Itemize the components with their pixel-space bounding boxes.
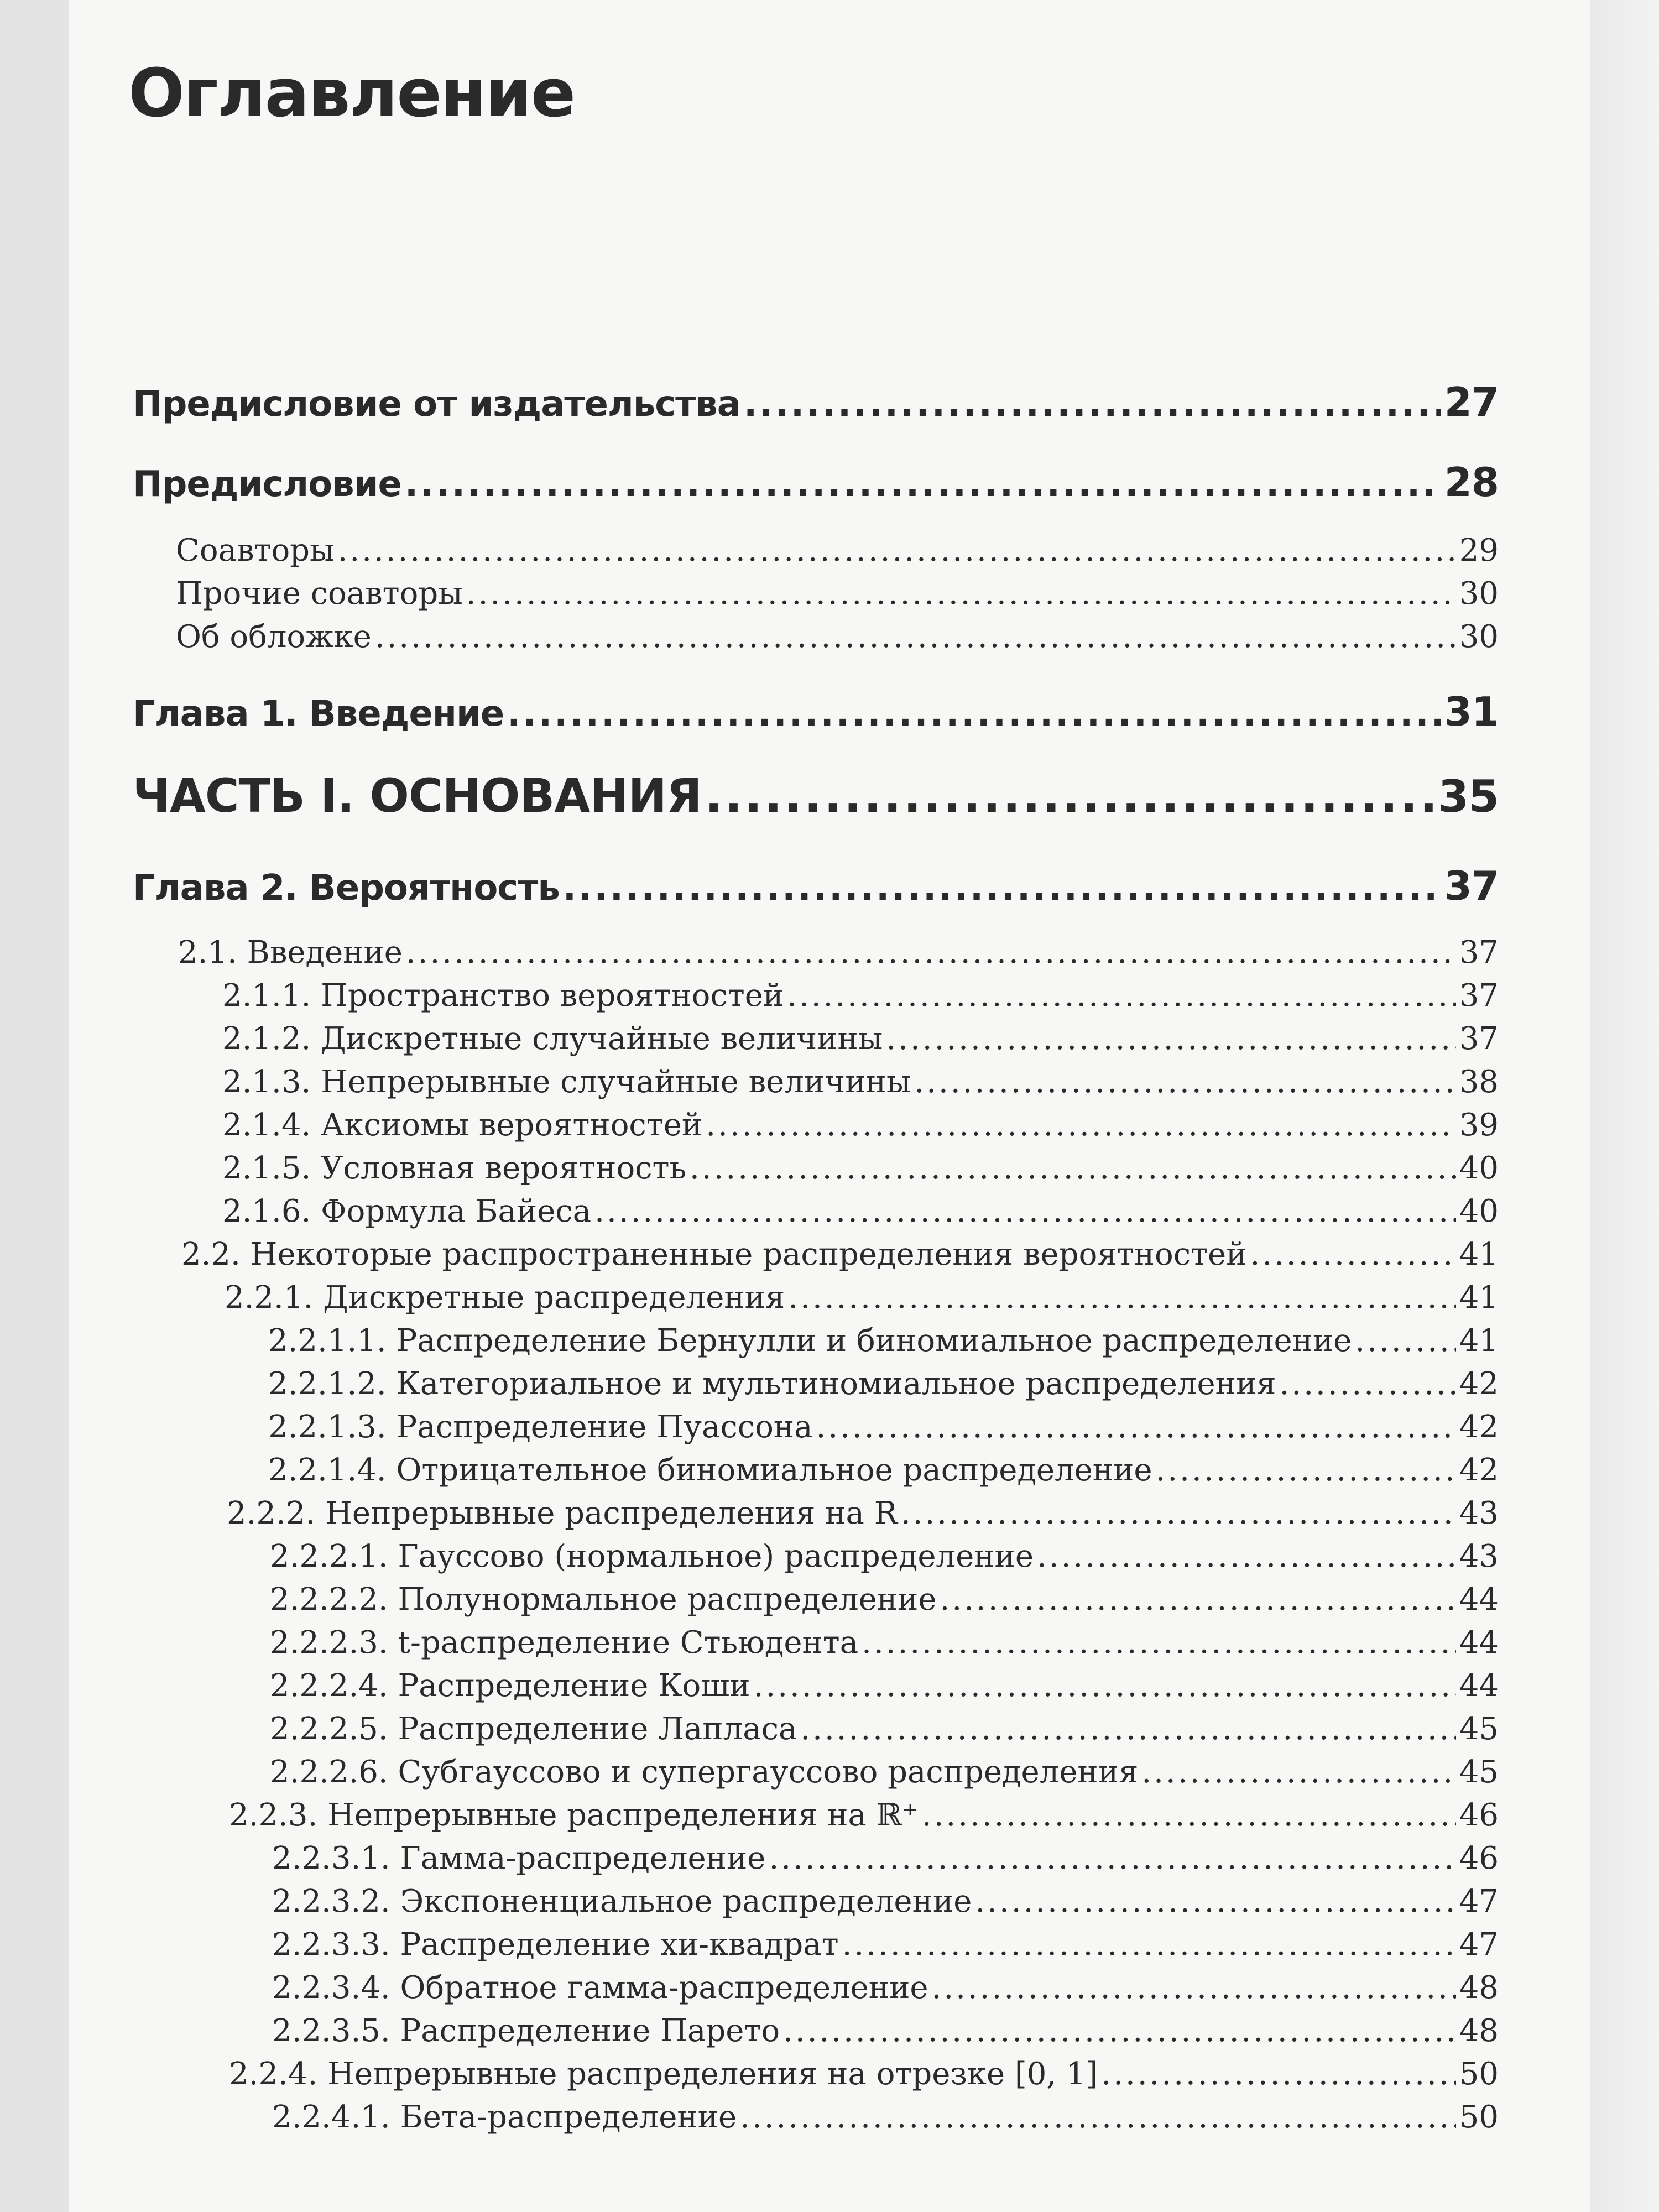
toc-part-entry bbox=[133, 769, 1499, 823]
toc-entry-label: Глава 1. Введение bbox=[133, 693, 504, 734]
toc-entry-label: 2.2.2.3. t-распределение Стьюдента bbox=[270, 1625, 859, 1661]
toc-entry bbox=[270, 1754, 1499, 1790]
toc-entry-label: 2.2. Некоторые распространенные распределения вероятностей bbox=[181, 1237, 1247, 1272]
toc-entry-page: 44 bbox=[1459, 1625, 1499, 1661]
toc-entry-label: 2.2.2.2. Полунормальное распределение bbox=[270, 1582, 937, 1618]
leader-dots bbox=[1141, 1754, 1455, 1790]
toc-entry-page: 46 bbox=[1459, 1840, 1499, 1876]
toc-entry bbox=[222, 1150, 1499, 1186]
toc-entry bbox=[268, 1366, 1499, 1402]
toc-entry-page: 47 bbox=[1459, 1884, 1499, 1919]
toc-entry-page: 46 bbox=[1459, 1797, 1499, 1833]
toc-entry-page: 30 bbox=[1459, 576, 1499, 612]
toc-entry-page: 35 bbox=[1438, 771, 1499, 822]
toc-entry-label: 2.2.3.4. Обратное гамма-распределение bbox=[272, 1970, 928, 2006]
toc-entry bbox=[133, 688, 1499, 735]
toc-entry bbox=[270, 1538, 1499, 1574]
toc-entry bbox=[222, 1021, 1499, 1057]
leader-dots bbox=[783, 2013, 1456, 2049]
toc-entry bbox=[176, 576, 1499, 612]
toc-entry-page: 48 bbox=[1459, 2013, 1499, 2049]
toc-entry-label: Предисловие bbox=[133, 464, 401, 505]
leader-dots bbox=[1355, 1323, 1455, 1359]
toc-entry-page: 37 bbox=[1459, 935, 1499, 971]
toc-entry-label: Глава 2. Вероятность bbox=[133, 868, 560, 909]
toc-entry-label: 2.2.2.1. Гауссово (нормальное) распределение bbox=[270, 1538, 1034, 1574]
toc-entry bbox=[133, 379, 1499, 425]
toc-entry-label: 2.2.2.5. Распределение Лапласа bbox=[270, 1711, 797, 1747]
toc-entry-page: 48 bbox=[1459, 1970, 1499, 2006]
leader-dots bbox=[338, 533, 1456, 568]
page-title: Оглавление bbox=[128, 55, 575, 132]
toc-entry bbox=[229, 2056, 1499, 2092]
toc-entry-label: 2.2.3.5. Распределение Парето bbox=[272, 2013, 780, 2049]
leader-dots bbox=[940, 1582, 1456, 1618]
toc-entry bbox=[222, 1064, 1499, 1100]
toc-entry-page: 39 bbox=[1459, 1107, 1499, 1143]
toc-entry bbox=[225, 1280, 1499, 1316]
leader-dots bbox=[740, 2099, 1456, 2135]
toc-entry bbox=[227, 1495, 1499, 1531]
leader-dots bbox=[922, 1797, 1456, 1833]
toc-entry bbox=[270, 1711, 1499, 1747]
leader-dots bbox=[842, 1927, 1456, 1963]
leader-dots bbox=[914, 1064, 1455, 1100]
leader-dots bbox=[800, 1711, 1455, 1747]
toc-entry bbox=[133, 863, 1499, 909]
toc-entry-page: 42 bbox=[1459, 1366, 1499, 1402]
leader-dots bbox=[405, 464, 1441, 505]
leader-dots bbox=[690, 1150, 1456, 1186]
toc-entry bbox=[268, 1452, 1499, 1488]
leader-dots bbox=[901, 1495, 1456, 1531]
toc-entry bbox=[272, 1970, 1499, 2006]
toc-entry-page: 40 bbox=[1459, 1150, 1499, 1186]
toc-entry-label: 2.2.2. Непрерывные распределения на R bbox=[227, 1495, 898, 1531]
toc-entry bbox=[270, 1668, 1499, 1704]
leader-dots bbox=[706, 1107, 1456, 1143]
toc-entry bbox=[222, 978, 1499, 1014]
leader-dots bbox=[788, 1280, 1455, 1316]
toc-entry-label: 2.2.3. Непрерывные распределения на ℝ⁺ bbox=[229, 1797, 919, 1833]
toc-entry-label: 2.1.6. Формула Байеса bbox=[222, 1193, 592, 1229]
toc-entry bbox=[229, 1797, 1499, 1833]
toc-entry bbox=[272, 1840, 1499, 1876]
leader-dots bbox=[932, 1970, 1456, 2006]
leader-dots bbox=[816, 1409, 1456, 1445]
toc-entry-label: 2.2.1.1. Распределение Бернулли и биномиальное распределение bbox=[268, 1323, 1352, 1359]
toc-entry bbox=[272, 1884, 1499, 1919]
toc-entry-label: 2.2.2.6. Субгауссово и супергауссово распределения bbox=[270, 1754, 1139, 1790]
leader-dots bbox=[507, 693, 1441, 734]
leader-dots bbox=[705, 769, 1435, 823]
leader-dots bbox=[1250, 1237, 1456, 1272]
toc-entry-page: 45 bbox=[1459, 1754, 1499, 1790]
toc-entry-label: Предисловие от издательства bbox=[133, 384, 740, 425]
toc-entry-page: 45 bbox=[1459, 1711, 1499, 1747]
toc-entry bbox=[222, 1193, 1499, 1229]
toc-entry-page: 43 bbox=[1459, 1538, 1499, 1574]
toc-entry-label: 2.2.1.2. Категориальное и мультиномиальное распределения bbox=[268, 1366, 1276, 1402]
toc-entry-label: Об обложке bbox=[176, 619, 372, 655]
leader-dots bbox=[1156, 1452, 1456, 1488]
toc-entry bbox=[270, 1625, 1499, 1661]
toc-entry-page: 42 bbox=[1459, 1409, 1499, 1445]
toc-entry-page: 44 bbox=[1459, 1582, 1499, 1618]
toc-entry-page: 41 bbox=[1459, 1323, 1499, 1359]
toc-entry-page: 50 bbox=[1459, 2099, 1499, 2135]
toc-entry-page: 44 bbox=[1459, 1668, 1499, 1704]
leader-dots bbox=[787, 978, 1456, 1014]
toc-entry bbox=[176, 619, 1499, 655]
toc-entry-label: 2.1.4. Аксиомы вероятностей bbox=[222, 1107, 703, 1143]
toc-entry-page: 29 bbox=[1459, 533, 1499, 568]
toc-entry-label: 2.1.5. Условная вероятность bbox=[222, 1150, 686, 1186]
leader-dots bbox=[744, 384, 1441, 425]
toc-entry-page: 47 bbox=[1459, 1927, 1499, 1963]
leader-dots bbox=[594, 1193, 1456, 1229]
toc-entry bbox=[270, 1582, 1499, 1618]
toc-entry bbox=[176, 533, 1499, 568]
toc-entry-label: 2.2.4. Непрерывные распределения на отрезке [0, 1] bbox=[229, 2056, 1098, 2092]
toc-entry-page: 43 bbox=[1459, 1495, 1499, 1531]
toc-entry bbox=[178, 935, 1499, 971]
leader-dots bbox=[1101, 2056, 1455, 2092]
toc-entry-page: 50 bbox=[1459, 2056, 1499, 2092]
toc-entry-page: 38 bbox=[1459, 1064, 1499, 1100]
leader-dots bbox=[406, 935, 1456, 971]
toc-entry-page: 37 bbox=[1459, 1021, 1499, 1057]
leader-dots bbox=[466, 576, 1456, 612]
leader-dots bbox=[1037, 1538, 1456, 1574]
toc-entry-page: 42 bbox=[1459, 1452, 1499, 1488]
toc-entry-label: 2.2.4.1. Бета-распределение bbox=[272, 2099, 737, 2135]
toc-entry bbox=[272, 1927, 1499, 1963]
toc-entry-label: 2.2.3.1. Гамма-распределение bbox=[272, 1840, 766, 1876]
toc-entry-label: 2.2.2.4. Распределение Коши bbox=[270, 1668, 750, 1704]
toc-entry bbox=[272, 2013, 1499, 2049]
toc-entry-label: ЧАСТЬ I. ОСНОВАНИЯ bbox=[133, 769, 702, 823]
toc-entry bbox=[268, 1323, 1499, 1359]
leader-dots bbox=[862, 1625, 1456, 1661]
toc-entry-label: 2.1.3. Непрерывные случайные величины bbox=[222, 1064, 911, 1100]
toc-entry-label: 2.1.2. Дискретные случайные величины bbox=[222, 1021, 883, 1057]
toc-entry-label: 2.2.1.4. Отрицательное биномиальное распределение bbox=[268, 1452, 1152, 1488]
leader-dots bbox=[563, 868, 1441, 909]
toc-entry-label: 2.2.1.3. Распределение Пуассона bbox=[268, 1409, 813, 1445]
toc-entry-label: Соавторы bbox=[176, 533, 335, 568]
leader-dots bbox=[375, 619, 1456, 655]
toc-entry bbox=[272, 2099, 1499, 2135]
toc-entry-page: 28 bbox=[1444, 459, 1499, 505]
toc-entry bbox=[222, 1107, 1499, 1143]
toc-entry-label: 2.2.3.2. Экспоненциальное распределение bbox=[272, 1884, 972, 1919]
leader-dots bbox=[769, 1840, 1455, 1876]
toc-entry-page: 41 bbox=[1459, 1237, 1499, 1272]
toc-entry-label: 2.2.1. Дискретные распределения bbox=[225, 1280, 785, 1316]
leader-dots bbox=[886, 1021, 1455, 1057]
toc-entry-label: 2.2.3.3. Распределение хи-квадрат bbox=[272, 1927, 839, 1963]
toc-entry bbox=[133, 459, 1499, 505]
leader-dots bbox=[975, 1884, 1455, 1919]
toc-entry-label: 2.1.1. Пространство вероятностей bbox=[222, 978, 784, 1014]
toc-entry-label: Прочие соавторы bbox=[176, 576, 463, 612]
toc-entry bbox=[181, 1237, 1499, 1272]
toc-entry-page: 37 bbox=[1459, 978, 1499, 1014]
toc-entry-page: 40 bbox=[1459, 1193, 1499, 1229]
toc-entry-page: 31 bbox=[1444, 688, 1499, 735]
toc-entry-label: 2.1. Введение bbox=[178, 935, 403, 971]
toc-entry-page: 30 bbox=[1459, 619, 1499, 655]
toc-entry-page: 37 bbox=[1444, 863, 1499, 909]
toc-entry-page: 41 bbox=[1459, 1280, 1499, 1316]
toc-entry-page: 27 bbox=[1444, 379, 1499, 425]
leader-dots bbox=[754, 1668, 1456, 1704]
leader-dots bbox=[1280, 1366, 1456, 1402]
toc-entry bbox=[268, 1409, 1499, 1445]
